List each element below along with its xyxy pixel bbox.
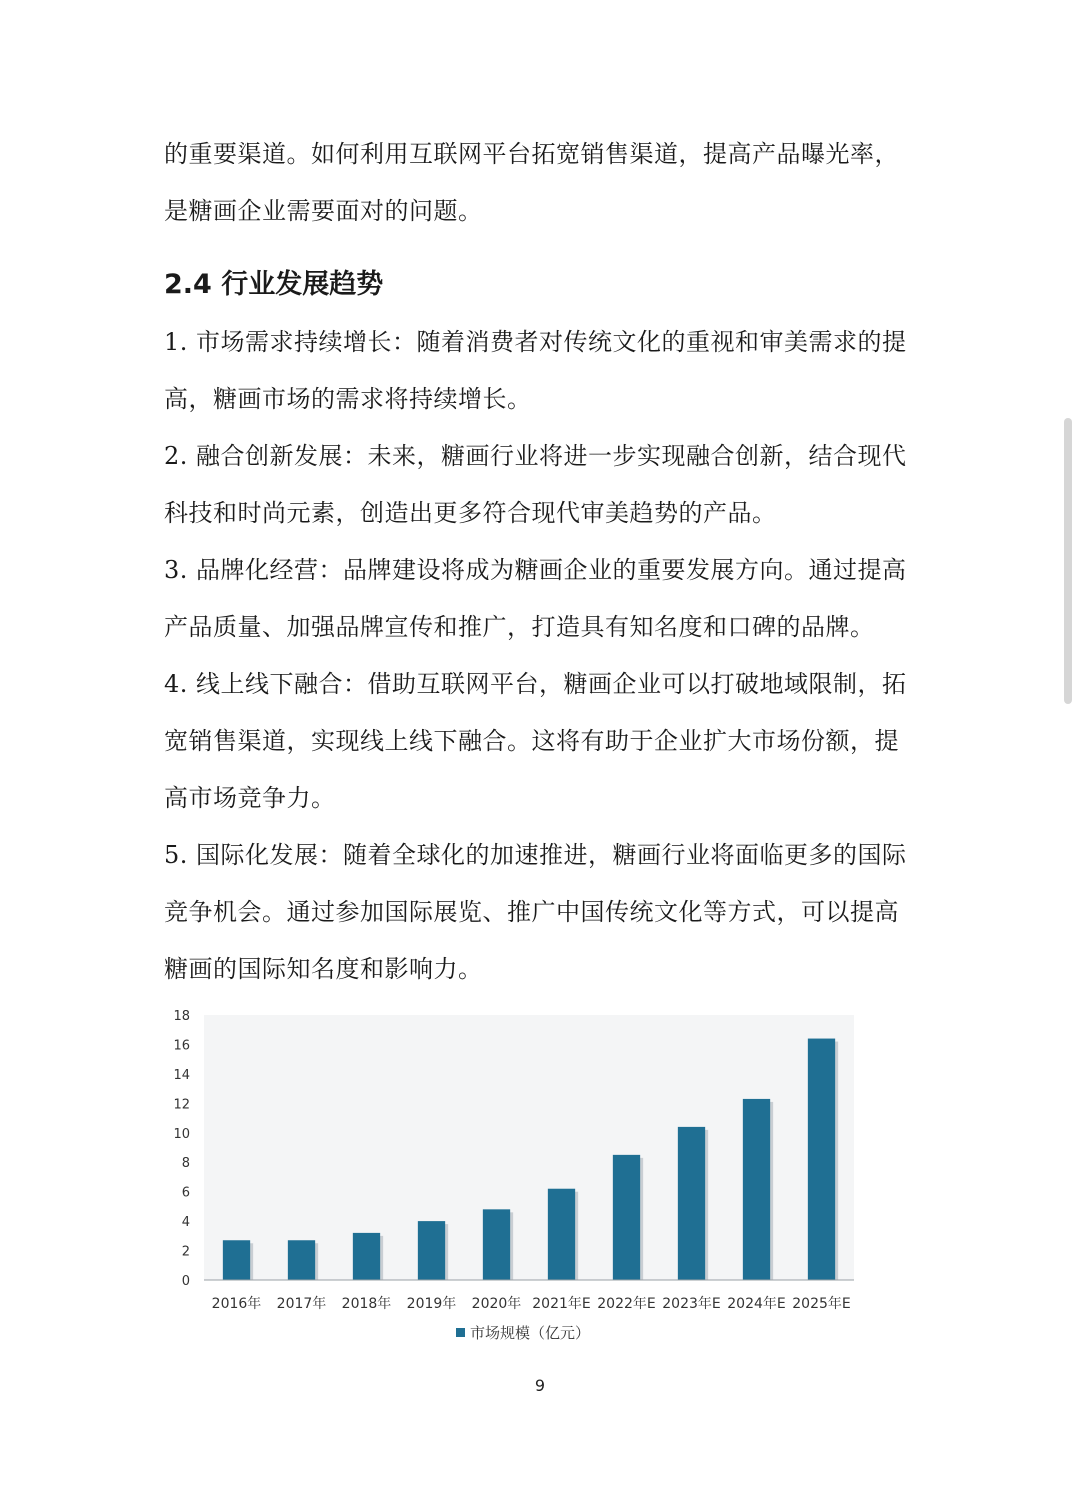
legend-swatch	[456, 1328, 465, 1337]
y-tick-label: 0	[181, 1274, 190, 1289]
intro-line: 是糖画企业需要面对的问题。	[164, 197, 483, 225]
market-size-chart	[160, 1000, 880, 1360]
trend-line: 1. 市场需求持续增长：随着消费者对传统文化的重视和审美需求的提	[164, 328, 907, 356]
trend-line: 宽销售渠道，实现线上线下融合。这将有助于企业扩大市场份额，提	[164, 727, 899, 755]
y-tick-label: 18	[173, 1009, 190, 1024]
trend-line: 产品质量、加强品牌宣传和推广，打造具有知名度和口碑的品牌。	[164, 613, 875, 641]
trend-line: 4. 线上线下融合：借助互联网平台，糖画企业可以打破地域限制，拓	[164, 670, 907, 698]
x-tick-label: 2021年E	[532, 1296, 591, 1312]
bar	[678, 1127, 705, 1280]
trend-line: 5. 国际化发展：随着全球化的加速推进，糖画行业将面临更多的国际	[164, 841, 907, 869]
section-heading: 2.4 行业发展趋势	[164, 269, 384, 300]
scrollbar-thumb[interactable]	[1064, 418, 1072, 704]
bar	[418, 1221, 445, 1280]
trend-item-2	[164, 428, 924, 542]
page-number: 9	[534, 1376, 546, 1395]
legend-label: 市场规模（亿元）	[470, 1324, 591, 1342]
x-tick-label: 2018年	[341, 1296, 392, 1312]
trend-item-4	[164, 656, 924, 827]
trend-line: 科技和时尚元素，创造出更多符合现代审美趋势的产品。	[164, 499, 777, 527]
y-tick-label: 8	[181, 1156, 190, 1172]
bar	[808, 1039, 835, 1280]
bar-chart-svg	[160, 1000, 880, 1360]
x-tick-label: 2025年E	[792, 1296, 851, 1312]
x-tick-label: 2020年	[471, 1296, 522, 1312]
x-tick-label: 2019年	[406, 1296, 457, 1312]
trend-line: 竞争机会。通过参加国际展览、推广中国传统文化等方式，可以提高	[164, 898, 899, 926]
trend-item-1	[164, 314, 924, 428]
trend-item-5	[164, 827, 924, 998]
x-tick-label: 2016年	[211, 1296, 262, 1312]
bar	[288, 1240, 315, 1280]
y-tick-label: 10	[173, 1126, 190, 1142]
trend-line: 高市场竞争力。	[164, 784, 336, 812]
bar	[483, 1209, 510, 1280]
y-tick-label: 6	[181, 1185, 190, 1201]
trend-line: 3. 品牌化经营：品牌建设将成为糖画企业的重要发展方向。通过提高	[164, 556, 907, 584]
y-tick-label: 14	[173, 1067, 190, 1083]
y-tick-label: 4	[181, 1215, 190, 1231]
bar	[353, 1233, 380, 1280]
trend-line: 糖画的国际知名度和影响力。	[164, 955, 483, 983]
x-tick-label: 2017年	[276, 1296, 327, 1312]
intro-paragraph	[164, 126, 924, 240]
bar	[548, 1189, 575, 1280]
y-tick-label: 12	[173, 1097, 190, 1113]
y-tick-label: 2	[181, 1244, 190, 1260]
trend-list	[164, 314, 924, 998]
x-tick-label: 2022年E	[597, 1296, 656, 1312]
x-tick-label: 2023年E	[662, 1296, 721, 1312]
trend-line: 2. 融合创新发展：未来，糖画行业将进一步实现融合创新，结合现代	[164, 442, 907, 470]
trend-item-3	[164, 542, 924, 656]
bar	[743, 1099, 770, 1280]
intro-line: 的重要渠道。如何利用互联网平台拓宽销售渠道，提高产品曝光率，	[164, 140, 899, 168]
trend-line: 高，糖画市场的需求将持续增长。	[164, 385, 532, 413]
bar	[223, 1240, 250, 1280]
y-tick-label: 16	[173, 1038, 190, 1054]
x-tick-label: 2024年E	[727, 1296, 786, 1312]
bar	[613, 1155, 640, 1280]
